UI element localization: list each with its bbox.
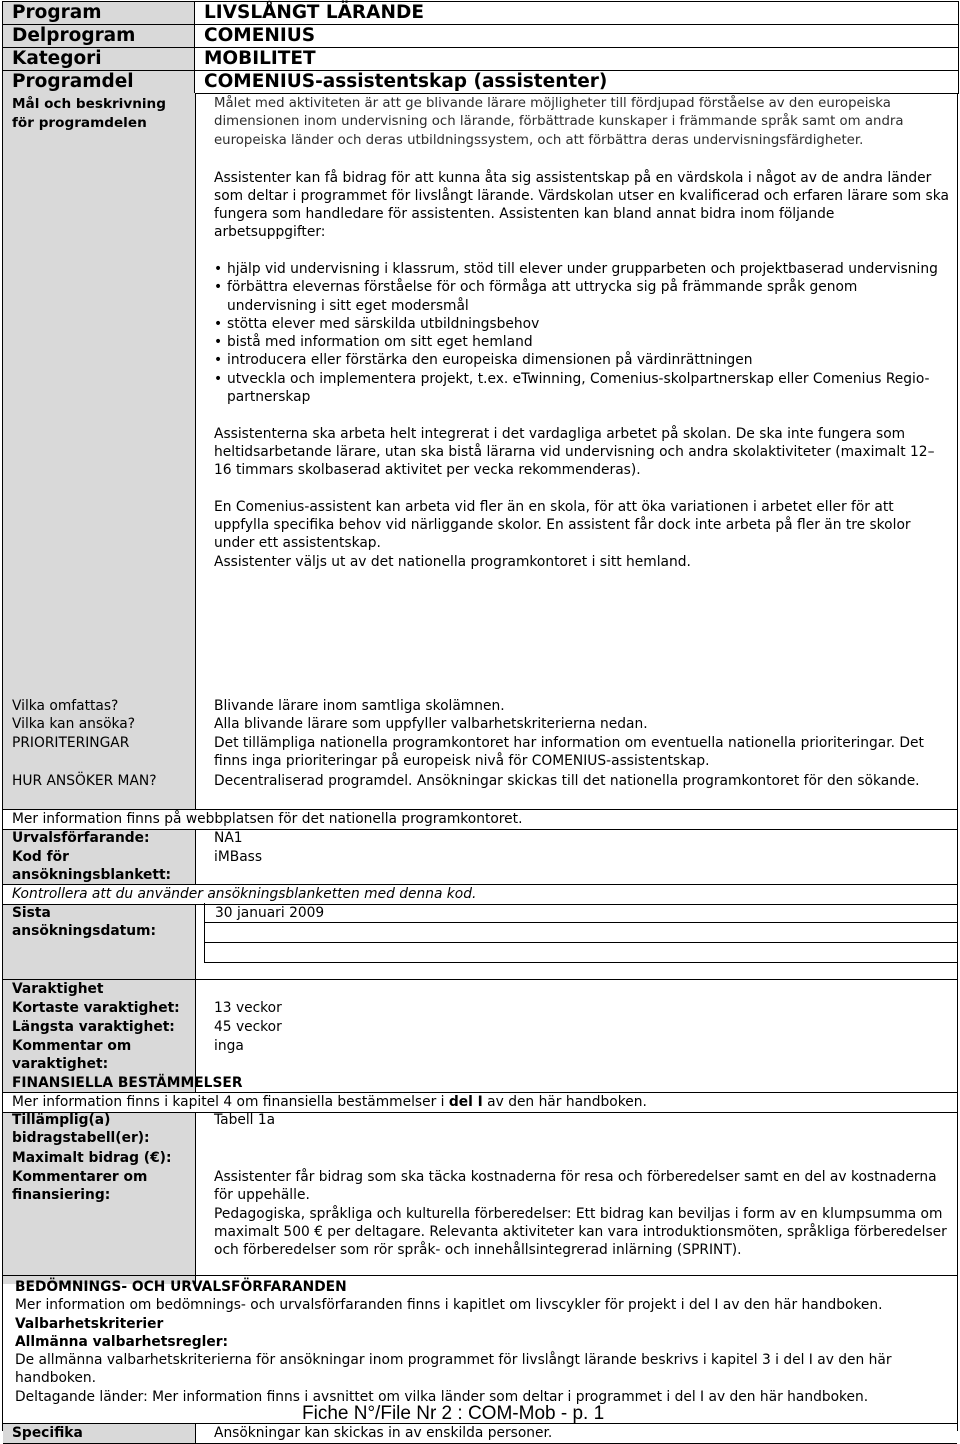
formcode-note-row — [3, 884, 957, 905]
duration-heading: Varaktighet — [12, 981, 104, 997]
selection-label: Urvalsförfarande: — [12, 830, 150, 846]
assessment-section — [15, 1278, 949, 1406]
formcode-note: Kontrollera att du använder ansökningsblanketten med denna kod. — [12, 886, 477, 902]
specific-value: Ansökningar kan skickas in av enskilda personer. — [214, 1425, 553, 1441]
specific-label: Specifika — [12, 1425, 83, 1441]
assessment-info: Mer information om bedömnings- och urvalsförfaranden finns i kapitlet om livscykler för projekt i del I av den här handboken. — [15, 1297, 883, 1314]
who-value: Alla blivande lärare som uppfyller valbarhetskriterierna nedan. — [214, 716, 648, 732]
goal-label: Mål och beskrivning för programdelen — [12, 96, 166, 131]
subprogram-label: Delprogram — [3, 25, 195, 48]
goal-para1: Assistenter kan få bidrag för att kunna åta sig assistentskap på en värdskola i något av de andra länder som deltar i programmet för livslångt lärande. Värdskolan utser en kvalificerad och erfaren lärare som ska fungera som handledare för assistenten. Assistenten kan bland annat bidra inom följande arbetsuppgifter: — [214, 169, 949, 241]
duration-min-value: 13 veckor — [214, 1000, 282, 1016]
covers-label: Vilka omfattas? — [12, 698, 119, 714]
priorities-label: PRIORITERINGAR — [12, 735, 130, 751]
deadline-label: Sista ansökningsdatum: — [12, 905, 156, 940]
program-value: LIVSLÅNGT LÄRANDE — [195, 2, 959, 25]
covers-value: Blivande lärare inom samtliga skolämnen. — [214, 698, 505, 714]
who-label: Vilka kan ansöka? — [12, 716, 136, 732]
finance-table-value: Tabell 1a — [214, 1112, 276, 1128]
category-value: MOBILITET — [195, 48, 959, 71]
duration-max-value: 45 veckor — [214, 1019, 282, 1035]
finance-comments-label: Kommentarer om finansiering: — [12, 1169, 148, 1204]
eligibility-heading: Valbarhetskriterier — [15, 1315, 164, 1332]
finance-max-label: Maximalt bidrag (€): — [12, 1150, 172, 1166]
program-label: Program — [3, 2, 195, 25]
specific-row — [3, 1423, 957, 1444]
countries-text: Deltagande länder: Mer information finns i avsnittet om vilka länder som deltar i programmet i del I av den här handboken. — [15, 1388, 869, 1405]
assessment-heading: BEDÖMNINGS- OCH URVALSFÖRFARANDEN — [15, 1279, 347, 1295]
finance-comments-p1: Assistenter får bidrag som ska täcka kostnaderna för resa och förberedelser samt en del av kostnaderna för uppehälle. — [214, 1169, 937, 1204]
formcode-label: Kod för ansökningsblankett: — [12, 849, 172, 884]
goal-para2: Assistenterna ska arbeta helt integrerat i det vardagliga arbetet på skolan. De ska inte fungera som heltidsarbetande lärare, utan ska bistå lärarna vid undervisning och andra skolaktiviteter (maximalt 12–16 timmars skolbaserad aktivitet per vecka rekommenderas). — [214, 425, 935, 479]
list-item: • bistå med information om sitt eget hemland — [214, 333, 950, 351]
row-subprogram — [3, 25, 959, 48]
how-more: Mer information finns på webbplatsen för det nationella programkontoret. — [12, 811, 523, 827]
duration-comment-value: inga — [214, 1038, 244, 1054]
finance-heading: FINANSIELLA BESTÄMMELSER — [12, 1075, 243, 1091]
deadline-value-cell — [204, 903, 958, 923]
finance-comments-p2: Pedagogiska, språkliga och kulturella förberedelser: Ett bidrag kan beviljas i form av en klumpsumma om maximalt 500 € per deltagare. Relevanta aktiviteter kan vara introduktionsmöten, språkliga förberedelser och förberedelser som rör språk- och innehållsintegrerad inlärning (SPRINT). — [214, 1205, 947, 1259]
list-item: • utveckla och implementera projekt, t.ex. eTwinning, Comenius-skolpartnerskap eller Comenius Regio-partnerskap — [214, 370, 950, 407]
goal-para4: Assistenter väljs ut av det nationella programkontoret i sitt hemland. — [214, 553, 691, 570]
duration-min-label: Kortaste varaktighet: — [12, 1000, 180, 1016]
task-list — [214, 260, 950, 406]
formcode-value: iMBass — [214, 849, 263, 865]
goal-content — [214, 95, 950, 571]
row-programpart — [3, 71, 959, 94]
program-info-table — [2, 1, 959, 94]
how-value: Decentraliserad programdel. Ansökningar skickas till det nationella programkontoret för den sökande. — [214, 773, 920, 789]
how-more-row — [3, 809, 957, 830]
divider — [3, 1275, 957, 1276]
programpart-label: Programdel — [3, 71, 195, 94]
document-page — [2, 1, 958, 1441]
divider — [3, 979, 957, 980]
general-text: De allmänna valbarhetskriterierna för ansökningar inom programmet för livslångt lärande beskrivs i kapitel 3 i del I av den här handboken. — [15, 1352, 892, 1387]
row-category — [3, 48, 959, 71]
page-footer: Fiche N°/File Nr 2 : COM-Mob - p. 1 — [302, 1403, 605, 1424]
empty-row — [204, 943, 958, 963]
goal-para3: En Comenius-assistent kan arbeta vid fler än en skola, för att öka variationen i arbetet eller för att uppfylla specifika behov vid närliggande skolor. En assistent får dock inte arbeta på fler än tre skolor under ett assistentskap. — [214, 498, 911, 552]
finance-info-row — [3, 1092, 957, 1113]
subprogram-value: COMENIUS — [195, 25, 959, 48]
list-item: • förbättra elevernas förståelse för och förmåga att uttrycka sig på främmande språk genom undervisning i sitt eget modersmål — [214, 278, 950, 315]
duration-max-label: Längsta varaktighet: — [12, 1019, 175, 1035]
selection-value: NA1 — [214, 830, 243, 846]
programpart-value: COMENIUS-assistentskap (assistenter) — [195, 71, 959, 94]
list-item: • stötta elever med särskilda utbildningsbehov — [214, 315, 950, 333]
deadline-value: 30 januari 2009 — [215, 905, 325, 921]
list-item: • introducera eller förstärka den europeiska dimensionen på värdinrättningen — [214, 351, 950, 369]
goal-intro: Målet med aktiviteten är att ge blivande lärare möjligheter till fördjupad förståelse av den europeiska dimensionen inom undervisning och lärande, förbättrade kunskaper i främmande språk samt om andra europeiska länder och deras utbildningssystem, och att förbättra deras undervisningsfärdigheter. — [214, 96, 904, 148]
general-heading: Allmänna valbarhetsregler: — [15, 1333, 229, 1350]
row-program — [3, 2, 959, 25]
empty-row — [204, 923, 958, 943]
duration-comment-label: Kommentar om varaktighet: — [12, 1038, 132, 1073]
finance-table-label: Tillämplig(a) bidragstabell(er): — [12, 1112, 150, 1147]
finance-info: Mer information finns i kapitel 4 om finansiella bestämmelser i del I av den här handboken. — [12, 1094, 647, 1110]
list-item: • hjälp vid undervisning i klassrum, stöd till elever under grupparbeten och projektbaserad undervisning — [214, 260, 950, 278]
main-body — [2, 93, 958, 1441]
finance-comments — [214, 1168, 950, 1259]
how-label: HUR ANSÖKER MAN? — [12, 773, 157, 789]
category-label: Kategori — [3, 48, 195, 71]
priorities-value: Det tillämpliga nationella programkontoret har information om eventuella nationella prioriteringar. Det finns inga prioriteringar på europeisk nivå för COMENIUS-assistentskap. — [214, 735, 924, 770]
